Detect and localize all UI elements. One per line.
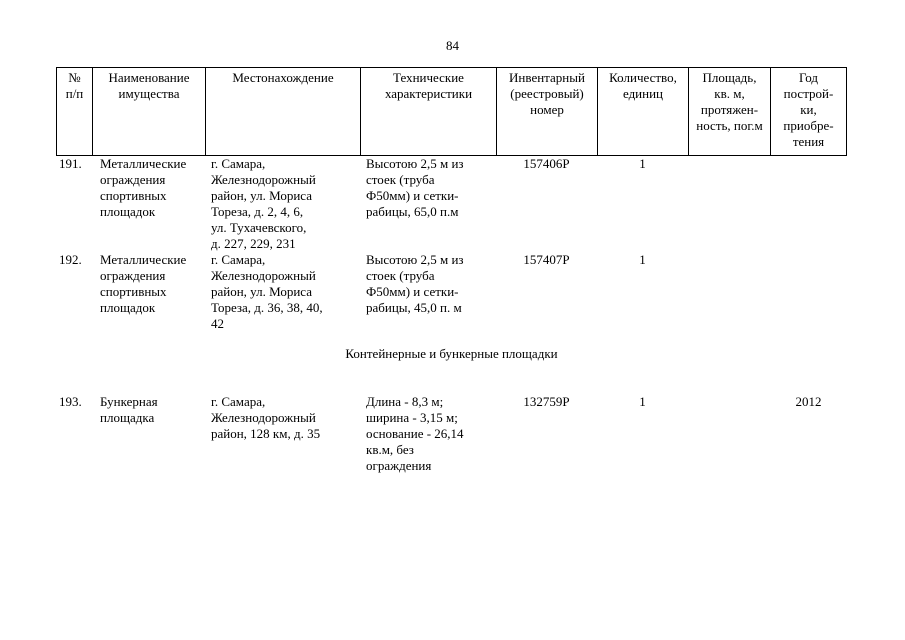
row-location: г. Самара, Железнодорожный район, 128 км, д. 35 [211, 394, 321, 441]
row-area [688, 156, 770, 252]
table-row [56, 394, 847, 474]
row-year: 2012 [795, 394, 822, 409]
row-inventory: 132759Р [523, 394, 570, 409]
header-area: Площадь, кв. м, протяжен- ность, пог.м [688, 68, 770, 156]
row-area [688, 394, 770, 474]
header-quantity: Количество, единиц [597, 68, 688, 156]
row-quantity: 1 [639, 394, 646, 409]
row-year [770, 252, 847, 332]
row-number: 191. [59, 156, 82, 171]
table-header [56, 67, 847, 156]
row-name: Бункерная площадка [100, 394, 158, 425]
row-year [770, 156, 847, 252]
row-area [688, 252, 770, 332]
row-location: г. Самара, Железнодорожный район, ул. Мориса Тореза, д. 2, 4, 6, ул. Тухачевского, д. 227, 229, 231 [211, 156, 316, 251]
rows-before-section [56, 156, 847, 332]
table-row [56, 252, 847, 332]
row-location: г. Самара, Железнодорожный район, ул. Мориса Тореза, д. 36, 38, 40, 42 [211, 252, 323, 331]
section-title: Контейнерные и бункерные площадки [345, 346, 558, 361]
row-name: Металлические ограждения спортивных площадок [100, 156, 187, 219]
row-number: 192. [59, 252, 82, 267]
header-name: Наименование имущества [92, 68, 205, 156]
row-quantity: 1 [639, 252, 646, 267]
page-number: 84 [446, 38, 459, 53]
header-location: Местонахождение [205, 68, 360, 156]
row-quantity: 1 [639, 156, 646, 171]
row-inventory: 157406Р [523, 156, 570, 171]
row-number: 193. [59, 394, 82, 409]
table-row [56, 156, 847, 252]
header-specs: Технические характеристики [360, 68, 496, 156]
property-table [56, 67, 847, 474]
row-inventory: 157407Р [523, 252, 570, 267]
row-specs: Высотою 2,5 м из стоек (труба Ф50мм) и сетки- рабицы, 45,0 п. м [366, 252, 464, 315]
header-number: № п/п [56, 68, 92, 156]
row-name: Металлические ограждения спортивных площадок [100, 252, 187, 315]
rows-after-section [56, 394, 847, 474]
header-year: Год построй- ки, приобре- тения [770, 68, 847, 156]
section-spacer [56, 372, 847, 394]
row-specs: Длина - 8,3 м; ширина - 3,15 м; основание - 26,14 кв.м, без ограждения [366, 394, 464, 473]
header-inventory: Инвентарный (реестровый) номер [496, 68, 597, 156]
row-specs: Высотою 2,5 м из стоек (труба Ф50мм) и сетки- рабицы, 65,0 п.м [366, 156, 464, 219]
